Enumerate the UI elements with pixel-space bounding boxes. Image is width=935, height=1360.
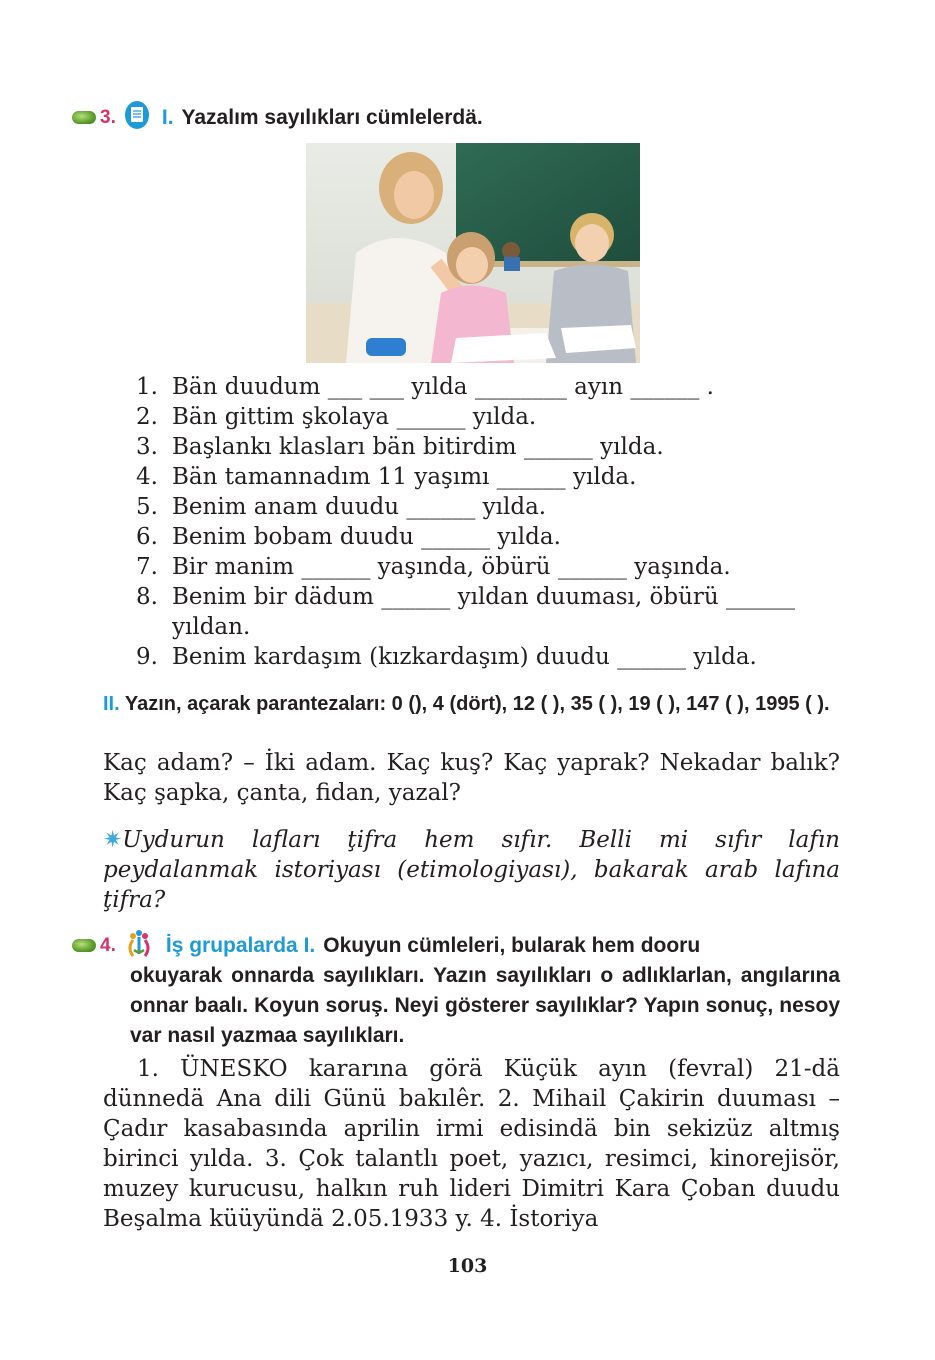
- note-text: Uydurun lafları ţifra hem sıfır. Belli mi sıfır lafın peydalanmak istoriyası (etimologiyası), bakarak arab lafına ţifra?: [103, 827, 840, 913]
- list-item: 8. Benim bir dädum ______ yıldan duuması, öbürü ______ yıldan.: [136, 584, 796, 640]
- sparkle-icon: ✷: [103, 827, 123, 853]
- list-item: 4. Bän tamannadım 11 yaşımı ______ yılda.: [136, 464, 637, 490]
- task-title: Yazalım sayılıkları cümlelerdä.: [181, 105, 483, 129]
- list-item: 2. Bän gittim şkolaya ______ yılda.: [136, 404, 537, 430]
- note-paragraph: [103, 825, 840, 915]
- exercise-number: 4.: [100, 934, 116, 956]
- list-item: 1. Bän duudum ___ ___ yılda ________ ayın ______ .: [136, 374, 714, 400]
- list-item: 7. Bir manim ______ yaşında, öbürü ______ yaşında.: [136, 554, 731, 580]
- bullet-icon: [72, 939, 96, 952]
- notebook-icon: [124, 100, 150, 135]
- task-title: Okuyun cümleleri, bularak hem dooru: [323, 933, 701, 957]
- section-2-label: II.: [103, 693, 120, 715]
- bullet-icon: [72, 111, 96, 124]
- section-2-paragraph: Kaç adam? – İki adam. Kaç kuş? Kaç yaprak? Nekadar balık? Kaç şapka, çanta, fidan, yazal?: [103, 750, 840, 806]
- page-number: 103: [447, 1255, 488, 1277]
- list-item: 9. Benim kardaşım (kızkardaşım) duudu ______ yılda.: [136, 644, 757, 670]
- list-item: 3. Başlankı klasları bän bitirdim ______ yılda.: [136, 434, 664, 460]
- exercise-4-heading: [72, 928, 842, 963]
- exercise-number: 3.: [100, 106, 116, 128]
- exercise-3-heading: [72, 100, 483, 135]
- exercise-4-instruction: okuyarak onnarda sayılıkları. Yazın sayılıkları o adlıklarlan, angılarına onnar baalı. Koyun soruş. Neyi gösterer sayılıklar? Yapın sonuç, nesoy var nasıl yazmaa sayılıkları.: [130, 964, 840, 1047]
- group-people-icon: [124, 928, 154, 963]
- exercise-4-text: 1. ÜNESKO kararına görä Küçük ayın (fevral) 21-dä dünnedä Ana dili Günü bakılêr. 2. Mihail Çakirin duuması – Çadır kasabasında aprilin irmi edisindä bin sekizüz altmış birinci yılda. 3. Çok talantlı poet, yazıcı, resimci, kinorejisör, muzey kurucusu, halkın ruh lideri Dimitri Kara Çoban duudu Beşalma küüyündä 2.05.1933 y. 4. İstoriya: [103, 1056, 840, 1232]
- task-label: I.: [161, 105, 174, 129]
- list-item: 5. Benim anam duudu ______ yılda.: [136, 494, 547, 520]
- sentence-list: [136, 372, 848, 672]
- classroom-photo: [306, 143, 640, 363]
- section-2-text: Yazın, açarak parantezaları: 0 (), 4 (dört), 12 ( ), 35 ( ), 19 ( ), 147 ( ), 1995 ( ).: [124, 693, 830, 715]
- section-2-instruction: [103, 689, 843, 719]
- list-item: 6. Benim bobam duudu ______ yılda.: [136, 524, 561, 550]
- task-label: İş grupalarda I.: [165, 933, 316, 957]
